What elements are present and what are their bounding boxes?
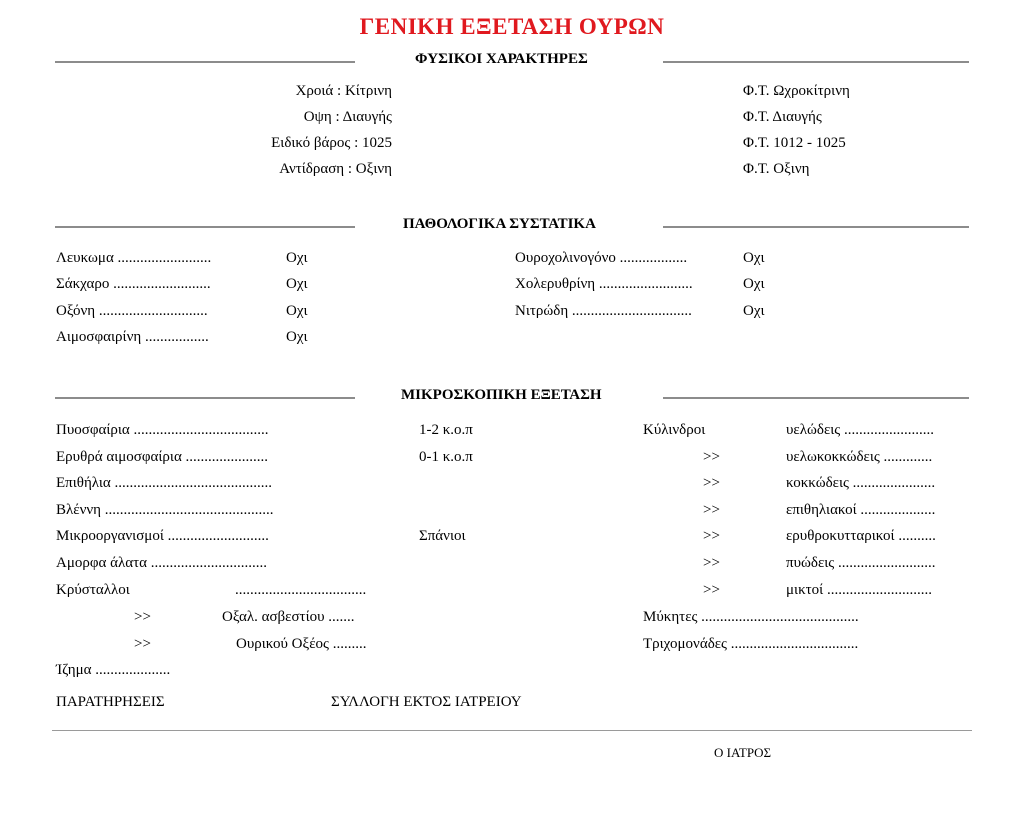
casts-mark: >> [703, 555, 720, 571]
pathological-value: Οχι [286, 329, 308, 345]
pathological-label: Αιμοσφαιρίνη ................. [56, 329, 209, 345]
section-rule [663, 61, 969, 63]
physical-normal: Φ.Τ. 1012 - 1025 [743, 135, 846, 151]
physical-normal: Φ.Τ. Ωχροκίτρινη [743, 83, 850, 99]
microscopic-label: Πυοσφαίρια .................................... [56, 422, 269, 438]
casts-mark: >> [703, 502, 720, 518]
crystals-dots: ................................... [235, 582, 367, 598]
pathological-label: Λευκωμα ......................... [56, 250, 212, 266]
casts-item: υελώδεις ........................ [786, 422, 934, 438]
sediment-label: Ίζημα .................... [56, 662, 171, 678]
section-rule [55, 397, 355, 399]
footer-rule [52, 730, 972, 731]
pathological-value: Οχι [743, 250, 765, 266]
pathological-value: Οχι [286, 303, 308, 319]
section-rule [663, 226, 969, 228]
casts-item: μικτοί ............................ [786, 582, 932, 598]
crystals-item: Οξαλ. ασβεστίου ....... [222, 609, 355, 625]
pathological-value: Οχι [743, 303, 765, 319]
section-rule [55, 226, 355, 228]
physical-label: Χροιά : Κίτρινη [295, 83, 392, 99]
microscopic-label: Επιθήλια .......................................... [56, 475, 273, 491]
casts-mark: >> [703, 528, 720, 544]
crystals-label: Κρύσταλλοι [56, 582, 130, 598]
section-heading-microscopic: ΜΙΚΡΟΣΚΟΠΙΚΗ ΕΞΕΤΑΣΗ [401, 387, 602, 403]
pathological-value: Οχι [286, 250, 308, 266]
physical-label: Οψη : Διαυγής [303, 109, 392, 125]
pathological-label: Σάκχαρο .......................... [56, 276, 211, 292]
microscopic-label: Μικροοργανισμοί ........................... [56, 528, 269, 544]
doctor-label: Ο ΙΑΤΡΟΣ [714, 745, 772, 760]
remarks-label: ΠΑΡΑΤΗΡΗΣΕΙΣ [56, 694, 165, 710]
section-heading-physical: ΦΥΣΙΚΟΙ ΧΑΡΑΚΤΗΡΕΣ [415, 51, 588, 67]
section-rule [663, 397, 969, 399]
physical-normal: Φ.Τ. Διαυγής [743, 109, 822, 125]
casts-item: υελωκοκκώδεις ............. [786, 449, 933, 465]
physical-label: Αντίδραση : Οξινη [279, 161, 392, 177]
pathological-value: Οχι [743, 276, 765, 292]
casts-item: ερυθροκυτταρικοί .......... [786, 528, 936, 544]
physical-normal: Φ.Τ. Οξινη [743, 161, 810, 177]
section-rule [55, 61, 355, 63]
microscopic-value: Σπάνιοι [419, 528, 466, 544]
section-heading-pathological: ΠΑΘΟΛΟΓΙΚΑ ΣΥΣΤΑΤΙΚΑ [403, 216, 596, 232]
microscopic-label: Αμορφα άλατα ............................... [56, 555, 268, 571]
crystals-mark: >> [134, 609, 151, 625]
microscopic-value: 0-1 κ.ο.π [419, 449, 473, 465]
casts-item: επιθηλιακοί .................... [786, 502, 936, 518]
fungi-label: Μύκητες .......................................... [643, 609, 859, 625]
microscopic-label: Ερυθρά αιμοσφαίρια ...................... [56, 449, 269, 465]
trichomonas-label: Τριχομονάδες .................................. [643, 636, 859, 652]
pathological-label: Νιτρώδη ................................ [515, 303, 692, 319]
page-title: ΓΕΝΙΚΗ ΕΞΕΤΑΣΗ ΟΥΡΩΝ [359, 14, 665, 39]
pathological-label: Ουροχολινογόνο .................. [515, 250, 688, 266]
physical-label: Ειδικό βάρος : 1025 [271, 135, 392, 151]
casts-label: Κύλινδροι [643, 422, 706, 438]
crystals-mark: >> [134, 636, 151, 652]
collection-label: ΣΥΛΛΟΓΗ ΕΚΤΟΣ ΙΑΤΡΕΙΟΥ [331, 694, 522, 710]
casts-item: πυώδεις .......................... [786, 555, 936, 571]
crystals-item: Ουρικού Οξέος ......... [236, 636, 367, 652]
pathological-value: Οχι [286, 276, 308, 292]
casts-mark: >> [703, 582, 720, 598]
casts-item: κοκκώδεις ...................... [786, 475, 936, 491]
pathological-label: Οξόνη ............................. [56, 303, 208, 319]
pathological-label: Χολερυθρίνη ......................... [515, 276, 693, 292]
casts-mark: >> [703, 475, 720, 491]
casts-mark: >> [703, 449, 720, 465]
microscopic-value: 1-2 κ.ο.π [419, 422, 473, 438]
microscopic-label: Βλέννη ............................................. [56, 502, 274, 518]
